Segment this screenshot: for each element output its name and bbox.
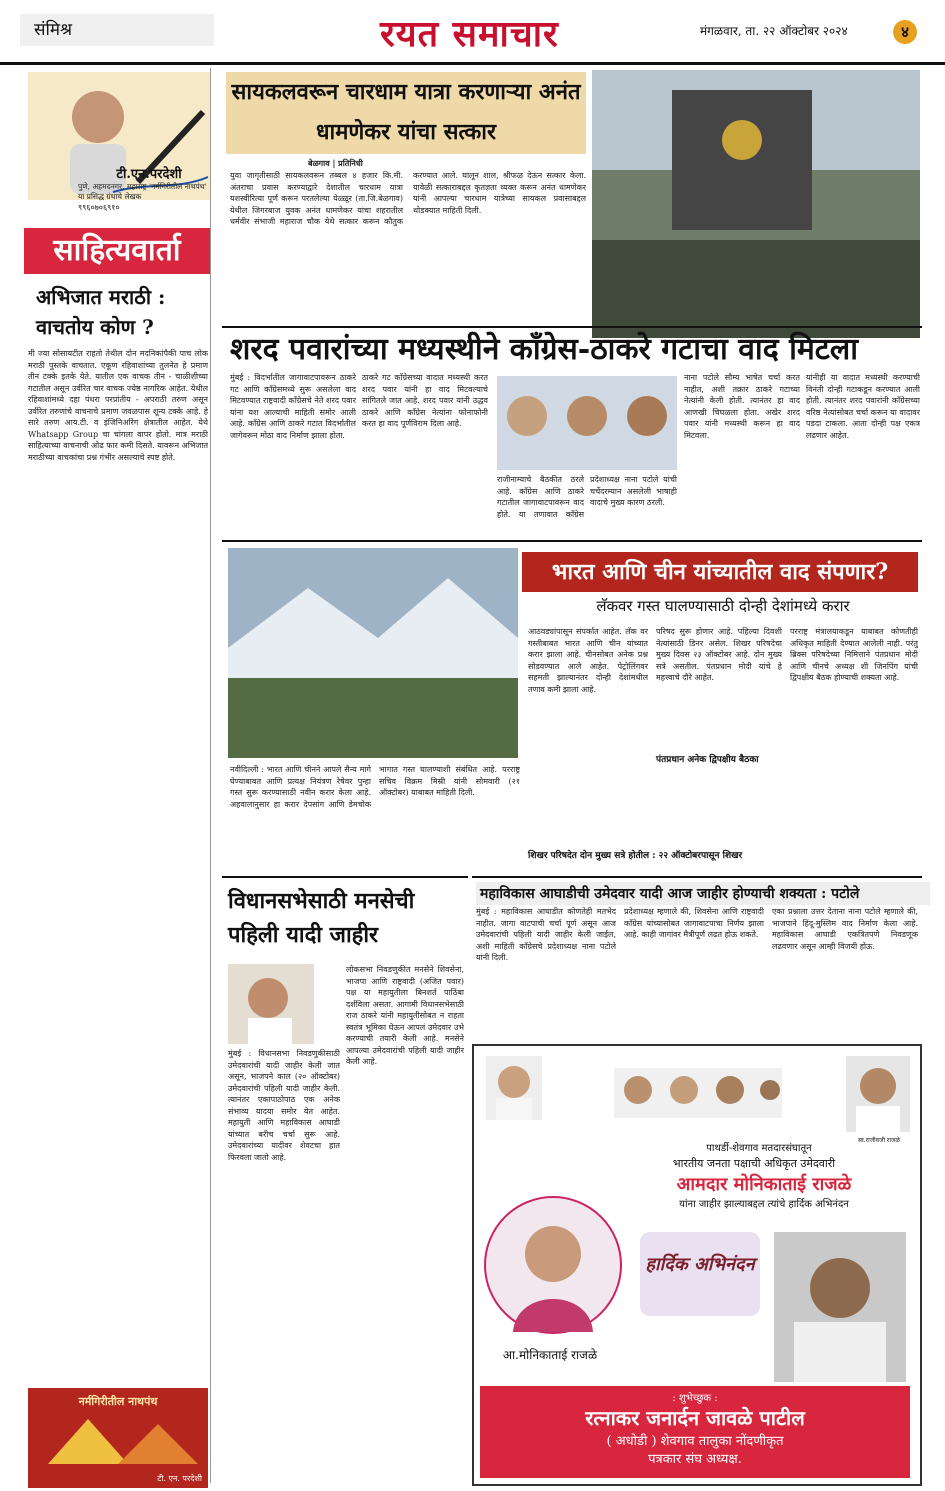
ad-calligraphy — [640, 1232, 760, 1316]
story4-photo — [228, 964, 314, 1044]
book-art-icon — [28, 1409, 208, 1469]
ad-photo-right — [846, 1056, 910, 1132]
leaders-photo-icon — [497, 376, 677, 470]
story-congress-thackeray — [222, 326, 922, 538]
story4-body-a: मुंबई : विधानसभा निवडणुकीसाठी उमेदवारांची यादी जाहीर केली जात असून, भाजपने काल (२० ऑक्टोबर) उमेदवारांची पहिली यादी जाहीर केली. त्यानंतर एकापाठोपाठ एक अनेक संभाव्य यादया समोर येत आहेत. महायुती आणि महाविकास आघाडी यांच्यात बरीच चर्चा सुरू आहे. उमेदवारांच्या यादीवर शेवटचा हात फिरवला जातो आहे. — [228, 1049, 340, 1162]
ad-calligraphy-text: हार्दिक अभिनंदन — [645, 1254, 755, 1275]
story3-body-a: नवीदिल्ली : भारत आणि चीनने आपले सैन्य मागे घेण्याबाबत आणि प्रत्यक्ष नियंत्रण रेषेवर पुन्हा गस्त सुरू करण्यासाठी नवीन करार केला आहे. अहवालानुसार हा करार देपसांग आणि डेमचोक भागात गस्त घालण्याशी संबंधित आहे. परराष्ट्र सचिव विक्रम मिस्री यांनी सोमवारी (२१ ऑक्टोबर) याबाबत माहिती दिली. — [230, 765, 520, 809]
ad-candidate-photo — [484, 1196, 622, 1334]
story2-headline: शरद पवारांच्या मध्यस्थीने काँग्रेस-ठाकरे गटाचा वाद मिटला — [230, 332, 859, 367]
story3-headline: भारत आणि चीन यांच्यातील वाद संपणार? — [522, 552, 918, 592]
ad-photo-caption: आ.मोनिकाताई राजळे — [502, 1348, 598, 1362]
modi-photo-icon — [486, 1056, 542, 1120]
ad-greeting-line: यांना जाहीर झाल्याबद्दल त्यांचे हार्दिक अभिनंदन — [679, 1199, 849, 1210]
ad-constituency: पाथर्डी-शेवगाव मतदारसंघातून — [706, 1143, 812, 1154]
advertisement — [472, 1044, 922, 1486]
ad-wisher-name: रत्नाकर जनार्दन जावळे पाटील — [585, 1406, 805, 1430]
story5-body-a: मुंबई : महाविकास आघाडीत कोणतेही मतभेद नाहीत. जागा वाटपाची चर्चा पूर्ण असून आज उमेदवारांची पहिली यादी जाहीर केली जाईल, अशी माहिती काँग्रेसचे प्रदेशाध्यक्ष नाना पटोले यांनी दिली. — [476, 907, 616, 962]
page-header — [0, 0, 945, 65]
candidate-portrait-icon — [486, 1198, 620, 1332]
column-title: साहित्यवार्ता — [24, 228, 210, 274]
story-mva-list — [472, 876, 922, 1036]
author-name: टी.एन.परदेशी — [116, 167, 182, 182]
book-title: नर्मगिरीतील नाथपंथ — [78, 1395, 158, 1408]
story3-body-c: परिषद सुरू होणार आहे. पहिल्या दिवशी नेत्यांसाठी डिनर असेल. शिखर परिषदेचा मुख्य दिवस २३ ऑक्टोबर आहे. दोन मुख्य सत्रे असतील. पंतप्रधान मोदी यांचे हे महत्त्वाचे दौरे आहेत. — [656, 627, 782, 682]
wisher-portrait-icon — [774, 1232, 906, 1382]
story5-headline: महाविकास आघाडीची उमेदवार यादी आज जाहीर होण्याची शक्यता : पटोले — [476, 882, 930, 905]
story2-photo — [497, 376, 677, 470]
story1-photo — [592, 70, 920, 338]
story2-body-e: यांनीही या वादात मध्यस्थी करण्याची विनंती दोन्ही गटाकडून करण्यात आली होती. त्यानंतर शरद पवारांनी काँग्रेसच्या वरिष्ठ नेत्यांसोबत चर्चा करून या वादावर पडदा टाकला. आता दोन्ही पक्ष एकत्र लढणार आहेत. — [806, 373, 920, 440]
ad-right-caption: स्व.राजीवजी राजळे — [858, 1137, 900, 1144]
story5-body-b: प्रदेशाध्यक्ष म्हणाले की, शिवसेना आणि राष्ट्रवादी काँग्रेस यांच्यासोबत जागावाटपाचा निर्णय झाला आहे. काही जागांवर मैत्रीपूर्ण लढत होऊ शकते. — [624, 907, 764, 939]
story4-body-b: लोकसभा निवडणुकीत मनसेने शिवसेना, भाजपा आणि राष्ट्रवादी (अजित पवार) पक्ष या महायुतीला बिनशर्त पाठिंबा दर्शविला असता. आगामी विधानसभेसाठी राज ठाकरे यांनी महायुतीसोबत न राहता स्वतंत्र भूमिका घेऊन आपलं उमेदवार उभे करण्याची तयारी केली आहे. मनसेने आपल्या उमेदवारांची पहिली यादी जाहीर केली आहे. — [346, 965, 464, 1066]
book-cover — [28, 1388, 208, 1488]
book-author: टी. एन. परदेशी — [157, 1474, 202, 1483]
issue-date: मंगळवार, ता. २२ ऑक्टोबर २०२४ — [700, 24, 848, 38]
story3-body-b: आठवड्यांपासून संपर्कात आहेत. लॅक वर गस्तीबाबत भारत आणि चीन यांच्यात करार झाला आहे. चीनसोबत अनेक प्रश्न सोडवण्यात आले आहेत. पेट्रोलिंगवर सहमती झाल्यानंतर दोन्ही देशांमधील तणाव कमी झाला आहे. — [528, 627, 648, 694]
author-phone: ९९६०७०६९१० — [78, 203, 120, 212]
ad-wisher-line3: पत्रकार संघ अध्यक्ष. — [648, 1452, 742, 1467]
story3-subheadline: लॅकवर गस्त घालण्यासाठी दोन्ही देशांमध्ये करार — [596, 597, 850, 615]
ad-photo-leaders — [614, 1068, 782, 1118]
author-info — [28, 164, 210, 214]
soldiers-photo-icon — [228, 548, 518, 758]
rajale-photo-icon — [846, 1056, 910, 1132]
story1-body: युवा जागृतीसाठी सायकलवरून तब्बल ४ हजार कि.मी. अंतराचा प्रवास करण्याद्वारे देशातील चारधाम यात्रा यशस्वीरित्या पूर्ण करून परतलेल्या येळ्ळूर (ता.जि.बेळगाव) येथील जिगरबाज युवक अनंत धामणेकर यांचा शहरातील धर्मवीर संभाजी महाराज चौक येथे सत्कार करून कौतुक करण्यात आले. घालून शाल, श्रीफळ देऊन सत्कार केला. यावेळी सत्काराबद्दल कृतज्ञता व्यक्त करून अनंत धामणेकर यांनी आपल्या चारधाम यात्रेच्या सायकल प्रवासाबद्दल थोडक्यात माहिती दिली. — [230, 171, 586, 226]
ad-wisher-line2: ( अधोडी ) शेवगाव तालुका नोंदणीकृत — [606, 1434, 784, 1449]
story-india-china — [222, 540, 922, 874]
ad-wisher-label: : शुभेच्छुक : — [672, 1393, 718, 1404]
sidebar-column — [20, 68, 211, 1483]
story-cycle-yatra — [222, 68, 922, 338]
story3-photo — [228, 548, 518, 758]
ad-wisher-photo — [774, 1232, 906, 1382]
ad-party-line: भारतीय जनता पक्षाची अधिकृत उमेदवारी — [672, 1157, 836, 1170]
statue-group-photo-icon — [592, 70, 920, 338]
article-body: मी ज्या सोसायटीत राहतो तेथील दोन मदनिकांपैकी पाच लोक मराठी पुस्तके वाचतात. एकूण रहिवाशांच्या तुलनेत हे प्रमाण तीन टक्के इतके येते. यातील एक वाचक तीन - चाळीशीच्या गटातील असून उर्वरित चार वाचक ज्येष्ठ नागरिक आहेत. येथील रहिवाशांमध्ये दहा पंधरा परप्रांतीय - अपराठी तरुण असून उर्वरित तरुणांचे वाचनाचे प्रमाण जवळपास शून्य टक्के आहे. हे सारे तरुण आय.टी. व इंजिनिअरिंग क्षेत्रातील आहेत. येथे Whatsapp Group चा चांगला वापर होतो. मात्र मराठी साहित्याच्या वाचनाची ओढ फार कमी दिसते. यावरून अभिजात मराठीच्या वाचकांचा प्रश्न गंभीर असल्याचे स्पष्ट होते. — [28, 349, 208, 462]
page-number-badge: ४ — [893, 20, 917, 44]
story2-body-a: मुंबई : विदर्भातील जागावाटपावरून ठाकरे गट आणि काँग्रेसमध्ये सुरू असलेला वाद मिटवण्यात राष्ट्रवादी काँग्रेसचे नेते शरद पवार यांना यश आल्याची माहिती समोर आली आहे. काँग्रेस आणि ठाकरे गटात विदर्भातील जागेवरून मोठा वाद निर्माण झाला होता. — [230, 373, 356, 440]
raj-thackeray-photo-icon — [228, 964, 314, 1044]
story2-body-c: राजीनाम्याचे बैठकीत ठरले आहे. काँग्रेस आणि ठाकरे गटातील जागावाटपावरून वाद होते. या तणावात काँग्रेस प्रदेशाध्यक्ष नाना पटोले यांची चर्चेदरम्यान असलेली भाषाही वादाचे मुख्य कारण ठरली. — [497, 475, 677, 519]
story2-body-d: नाना पटोले सौम्य भाषेत चर्चा करत नाहीत, अशी तक्रार ठाकरे गटाच्या नेत्यांनी केली होती. त्यानंतर हा वाद आणखी चिघळला होता. अखेर शरद पवार यांनी मध्यस्थी करून हा वाद मिटवला. — [684, 373, 800, 440]
ad-wisher-box — [480, 1386, 910, 1478]
story1-headline: सायकलवरून चारधाम यात्रा करणाऱ्या अनंत धामणेकर यांचा सत्कार — [226, 72, 586, 154]
story5-body-c: एका प्रश्नाला उत्तर देताना नाना पटोले म्हणाले की, भाजपाने हिंदू-मुस्लिम वाद निर्माण केला आहे. महाविकास आघाडी एकत्रितपणे निवडणूक लढवणार असून आम्ही विजयी होऊ. — [772, 907, 918, 951]
ad-candidate-name: आमदार मोनिकाताई राजळे — [676, 1174, 852, 1195]
story3-sub-meeting: पंतप्रधान अनेक द्विपक्षीय बैठका — [656, 755, 759, 765]
masthead-title: रयत समाचार — [380, 13, 559, 55]
author-bio: पुणे, अहमदनगर, महाराष्ट्र 'नर्मगिरीतील नाथपंथ' या प्रसिद्ध ग्रंथाचे लेखक — [78, 182, 207, 201]
story-mns-list — [222, 876, 468, 1486]
story1-dateline: बेळगाव | प्रतिनिधी — [308, 158, 363, 168]
story2-body-b: ठाकरे गट काँग्रेसच्या वादात मध्यस्थी करत शरद पवार यांनी हा वाद मिटवल्याचे सांगितले जात आहे. शरद पवार यांनी उद्धव ठाकरे आणि काँग्रेस नेत्यांना फोनाफोनी करत हा वाद पूर्णविराम दिला आहे. — [362, 373, 488, 428]
leaders-row-icon — [614, 1068, 782, 1118]
story3-sub-brics: शिखर परिषदेत दोन मुख्य सत्रे होतील : २२ ऑक्टोबरपासून शिखर — [528, 851, 743, 861]
story3-body-d: परराष्ट्र मंत्रालयाकडून याबाबत कोणतीही अधिकृत माहिती देण्यात आलेली नाही. परंतु ब्रिक्स परिषदेच्या निमित्ताने पंतप्रधान मोदी आणि चीनचे अध्यक्ष शी जिनपिंग यांची द्विपक्षीय बैठक होण्याची शक्यता आहे. — [790, 627, 918, 682]
section-label: संमिश्र — [20, 14, 214, 46]
story4-headline: विधानसभेसाठी मनसेची पहिली यादी जाहीर — [228, 888, 415, 948]
article-title: अभिजात मराठी : वाचतोय कोण ? — [36, 285, 166, 339]
ad-photo-modi — [486, 1056, 542, 1120]
